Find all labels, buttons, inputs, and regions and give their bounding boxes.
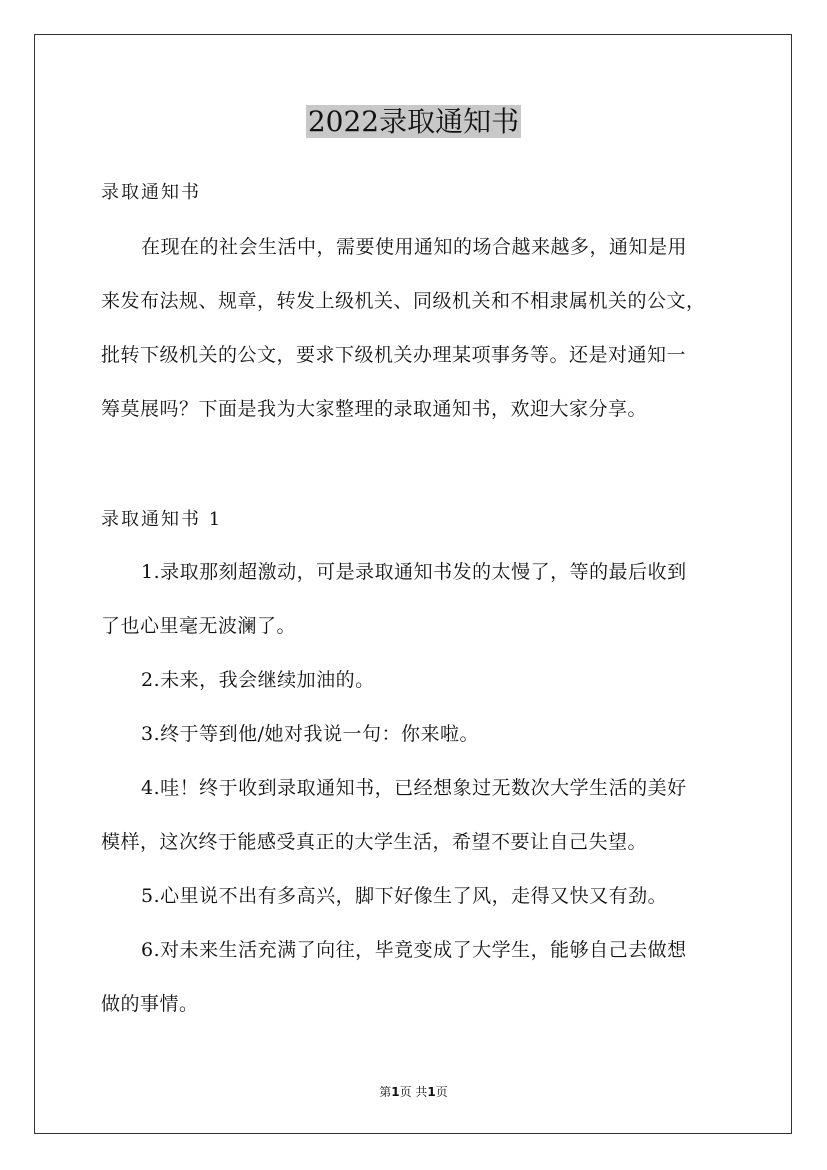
intro-line-1: 在现在的社会生活中，需要使用通知的场合越来越多，通知是用 <box>141 236 688 258</box>
intro-line-4: 筹莫展吗？下面是我为大家整理的录取通知书，欢迎大家分享。 <box>101 398 648 420</box>
page-footer <box>0 1082 827 1102</box>
item-line-5: 4.哇！终于收到录取通知书，已经想象过无数次大学生活的美好 <box>141 777 687 799</box>
intro-line-3: 批转下级机关的公文，要求下级机关办理某项事务等。还是对通知一 <box>101 344 687 366</box>
footer-prefix: 第 <box>379 1085 392 1099</box>
footer-mid: 页 共 <box>399 1085 428 1099</box>
footer-suffix: 页 <box>435 1085 448 1099</box>
item-line-6: 模样，这次终于能感受真正的大学生活，希望不要让自己失望。 <box>101 831 648 853</box>
intro-heading: 录取通知书 <box>101 182 201 203</box>
item-line-7: 5.心里说不出有多高兴，脚下好像生了风，走得又快又有劲。 <box>141 885 668 907</box>
item-line-4: 3.终于等到他/她对我说一句：你来啦。 <box>141 723 480 745</box>
intro-line-2: 来发布法规、规章，转发上级机关、同级机关和不相隶属机关的公文， <box>101 290 706 312</box>
item-line-2: 了也心里毫无波澜了。 <box>101 615 297 637</box>
footer-current-page: 1 <box>391 1085 400 1099</box>
item-line-8: 6.对未来生活充满了向往，毕竟变成了大学生，能够自己去做想 <box>141 939 687 961</box>
section-heading: 录取通知书 1 <box>101 509 223 530</box>
title-text: 2022录取通知书 <box>307 105 520 138</box>
item-line-9: 做的事情。 <box>101 993 199 1015</box>
item-line-3: 2.未来，我会继续加油的。 <box>141 669 375 691</box>
document-title <box>0 100 827 144</box>
footer-total-pages: 1 <box>427 1085 436 1099</box>
item-line-1: 1.录取那刻超激动，可是录取通知书发的太慢了，等的最后收到 <box>141 561 687 583</box>
